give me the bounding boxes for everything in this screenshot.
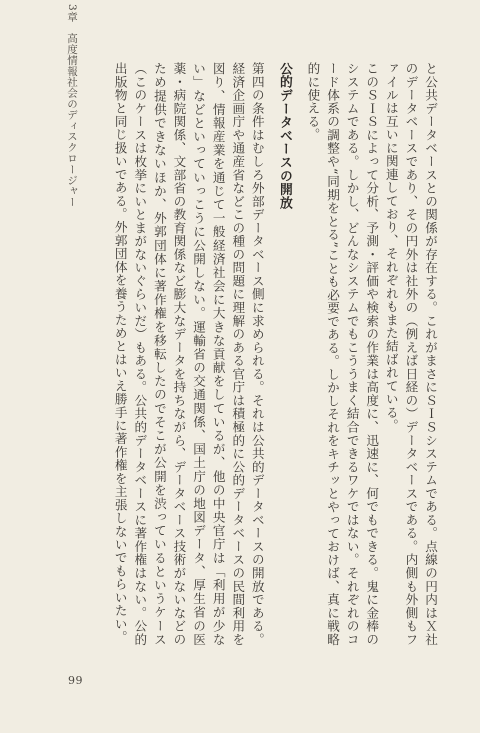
section-heading: 公的データベースの開放 [276, 62, 292, 210]
paragraph: このＳＩＳによって分析、予測・評価や検索の作業は高度に、迅速に、何でもできる。鬼に金棒のシステムである。しかし、どんなシステムでもこううまく結合できるワケではない。それぞれのコード体系の調整や“同期をとる”ことも必要である。しかしそれをキチッとやっておけば、真に戦略的に使える。 [305, 62, 380, 646]
running-head: 3章 高度情報社会のディスクロージャー [66, 4, 78, 208]
paragraph: と公共データベースとの関係が存在する。これがまさにＳＩＳシステムである。点線の円内はＸ社のデータベースであり、その円外は社外の（例えば日経の）データベースである。内側も外側もファイルは互いに関連しており、それぞれもまた結ばれている。 [383, 62, 438, 646]
paragraph: 第四の条件はむしろ外部データベース側に求められる。それは公共的データベースの開放である。経済企画庁や通産省などこの種の問題に理解のある官庁は積極的に公的データベースの民間利用を図り、情報産業を通じて一般経済社会に大きな貢献をしているが、他の中央官庁は「利用が少ない」などといっていっこうに公開しない。運輸省の交通関係、国土庁の地図データ、厚生省の医薬・病院関係、文部省の教育関係など膨大なデータを持ちながら、データベース技術がないなどのため提供できないほか、外郭団体に著作権を移転したのでそこが公開を渋っているというケース（このケースは枚挙にいとまがないぐらいだ）もある。公共的データベースに著作権はない。公的出版物と同じ扱いである。外郭団体を養うためとはいえ勝手に著作権を主張しないでもらいたい。 [112, 62, 265, 646]
page-number: 99 [68, 674, 83, 687]
body-text [88, 62, 440, 646]
